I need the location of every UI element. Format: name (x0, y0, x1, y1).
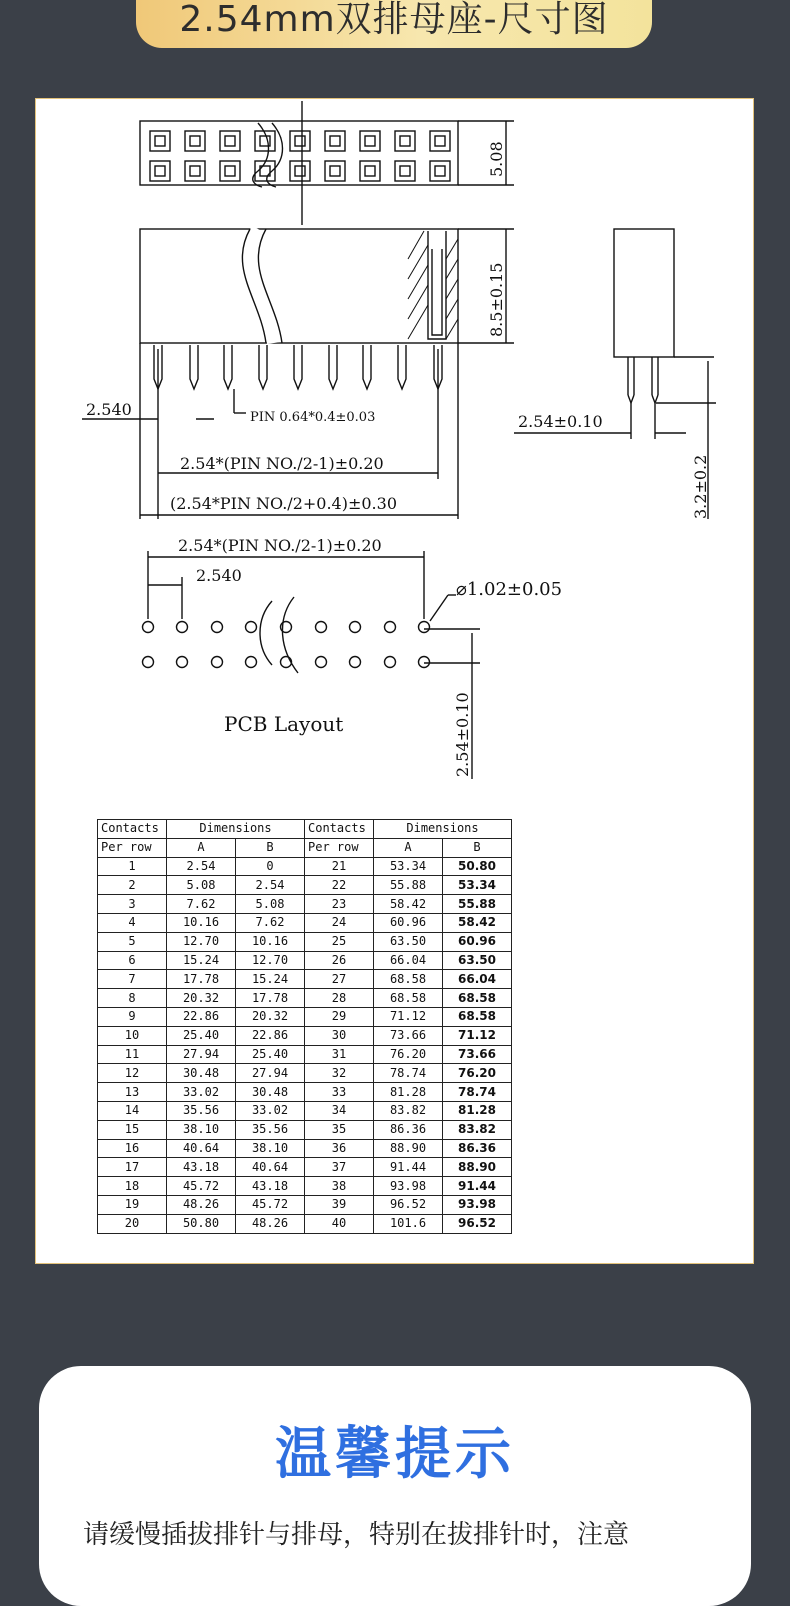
socket-outer (150, 161, 170, 181)
table-cell: 68.58 (374, 970, 443, 989)
pin (294, 345, 302, 389)
socket-inner (435, 136, 445, 146)
table-cell: 24 (305, 913, 374, 932)
table-cell: 32 (305, 1064, 374, 1083)
socket-inner (155, 166, 165, 176)
table-row (98, 1120, 512, 1139)
table-cell: 2 (98, 876, 167, 895)
table-cell: 40.64 (167, 1139, 236, 1158)
table-cell: 43.18 (236, 1177, 305, 1196)
socket-inner (435, 166, 445, 176)
table-cell: 81.28 (443, 1101, 512, 1120)
socket-inner (190, 166, 200, 176)
table-cell: 20 (98, 1214, 167, 1233)
table-cell: 33.02 (236, 1101, 305, 1120)
socket-inner (365, 166, 375, 176)
pcb-hole (281, 657, 292, 668)
socket-outer (360, 131, 380, 151)
table-cell: 26 (305, 951, 374, 970)
table-cell: 71.12 (374, 1007, 443, 1026)
page-title: 2.54mm双排母座-尺寸图 (179, 0, 609, 40)
pin (329, 345, 337, 389)
table-row (98, 951, 512, 970)
table-cell: 58.42 (443, 913, 512, 932)
table-cell: 20.32 (167, 989, 236, 1008)
socket-outer (290, 131, 310, 151)
table-cell: 1 (98, 857, 167, 876)
pin-spec: PIN 0.64*0.4±0.03 (250, 410, 376, 425)
table-cell: 15.24 (236, 970, 305, 989)
socket-outer (430, 131, 450, 151)
pcb-row-pitch: 2.54±0.10 (453, 692, 472, 777)
pin (224, 345, 232, 389)
pcb-hole (419, 657, 430, 668)
socket-outer (395, 161, 415, 181)
table-cell: 3 (98, 895, 167, 914)
table-cell: 35 (305, 1120, 374, 1139)
table-cell: 78.74 (443, 1083, 512, 1102)
side-view-body (614, 229, 674, 357)
socket-inner (190, 136, 200, 146)
socket-outer (185, 161, 205, 181)
table-cell: 10.16 (167, 913, 236, 932)
table-row (98, 1214, 512, 1233)
table-cell: 50.80 (443, 857, 512, 876)
table-row (98, 1101, 512, 1120)
table-cell: 83.82 (374, 1101, 443, 1120)
table-row (98, 989, 512, 1008)
table-cell: 53.34 (374, 857, 443, 876)
table-cell: 93.98 (374, 1177, 443, 1196)
pcb-hole (177, 657, 188, 668)
table-cell: 86.36 (374, 1120, 443, 1139)
table-cell: 12.70 (236, 951, 305, 970)
pcb-hole (212, 657, 223, 668)
table-cell: 96.52 (374, 1195, 443, 1214)
pcb-hole (316, 657, 327, 668)
table-cell: 2.54 (167, 857, 236, 876)
th-dimensions: Dimensions (167, 820, 305, 839)
table-cell: 13 (98, 1083, 167, 1102)
socket-outer (325, 131, 345, 151)
socket-outer (430, 161, 450, 181)
socket-outer (220, 131, 240, 151)
table-cell: 73.66 (374, 1026, 443, 1045)
th-dimensions-2: Dimensions (374, 820, 512, 839)
table-cell: 10.16 (236, 932, 305, 951)
table-cell: 83.82 (443, 1120, 512, 1139)
table-cell: 34 (305, 1101, 374, 1120)
table-cell: 35.56 (167, 1101, 236, 1120)
pcb-hole (246, 622, 257, 633)
table-row (98, 1007, 512, 1026)
pcb-hole (350, 622, 361, 633)
table-cell: 14 (98, 1101, 167, 1120)
table-cell: 76.20 (374, 1045, 443, 1064)
table-cell: 38 (305, 1177, 374, 1196)
socket-outer (395, 131, 415, 151)
table-cell: 17.78 (236, 989, 305, 1008)
socket-inner (225, 166, 235, 176)
pin (259, 345, 267, 389)
table-cell: 88.90 (443, 1158, 512, 1177)
socket-outer (360, 161, 380, 181)
table-cell: 12 (98, 1064, 167, 1083)
socket-outer (325, 161, 345, 181)
dim-height-body: 8.5±0.15 (487, 262, 506, 337)
table-cell: 11 (98, 1045, 167, 1064)
table-cell: 60.96 (374, 913, 443, 932)
table-cell: 68.58 (374, 989, 443, 1008)
table-cell: 16 (98, 1139, 167, 1158)
table-cell: 0 (236, 857, 305, 876)
socket-outer (185, 131, 205, 151)
title-banner (136, 0, 652, 48)
pcb-hole (316, 622, 327, 633)
table-cell: 18 (98, 1177, 167, 1196)
table-cell: 40.64 (236, 1158, 305, 1177)
socket-outer (220, 161, 240, 181)
table-cell: 27.94 (236, 1064, 305, 1083)
dim-span-pins: 2.54*(PIN NO./2-1)±0.20 (180, 454, 384, 473)
table-cell: 17 (98, 1158, 167, 1177)
table-cell: 15 (98, 1120, 167, 1139)
pcb-hole (212, 622, 223, 633)
table-cell: 58.42 (374, 895, 443, 914)
th-a: A (167, 838, 236, 857)
table-row (98, 913, 512, 932)
pin (190, 345, 198, 389)
table-cell: 71.12 (443, 1026, 512, 1045)
table-cell: 45.72 (167, 1177, 236, 1196)
table-row (98, 876, 512, 895)
dimensions-table (97, 819, 512, 1234)
table-cell: 88.90 (374, 1139, 443, 1158)
table-cell: 7.62 (236, 913, 305, 932)
pcb-hole (419, 622, 430, 633)
socket-inner (400, 136, 410, 146)
table-cell: 93.98 (443, 1195, 512, 1214)
table-cell: 25.40 (167, 1026, 236, 1045)
table-cell: 23 (305, 895, 374, 914)
table-row (98, 1158, 512, 1177)
side-pitch: 2.54±0.10 (518, 412, 603, 431)
table-cell: 68.58 (443, 989, 512, 1008)
pcb-hole (385, 657, 396, 668)
table-cell: 66.04 (374, 951, 443, 970)
socket-inner (295, 166, 305, 176)
table-cell: 48.26 (236, 1214, 305, 1233)
table-cell: 25 (305, 932, 374, 951)
table-cell: 7.62 (167, 895, 236, 914)
table-cell: 68.58 (443, 1007, 512, 1026)
table-cell: 48.26 (167, 1195, 236, 1214)
dim-height-top: 5.08 (487, 141, 506, 177)
notice-title: 温馨提示 (275, 1422, 515, 1487)
table-row (98, 895, 512, 914)
th-b-2: B (443, 838, 512, 857)
table-cell: 36 (305, 1139, 374, 1158)
table-cell: 50.80 (167, 1214, 236, 1233)
table-row (98, 1083, 512, 1102)
table-cell: 38.10 (167, 1120, 236, 1139)
table-cell: 21 (305, 857, 374, 876)
table-cell: 29 (305, 1007, 374, 1026)
table-cell: 33 (305, 1083, 374, 1102)
table-cell: 20.32 (236, 1007, 305, 1026)
table-cell: 5 (98, 932, 167, 951)
table-cell: 63.50 (443, 951, 512, 970)
pin (398, 345, 406, 389)
table-row (98, 857, 512, 876)
table-row (98, 1064, 512, 1083)
notice-text: 请缓慢插拔排针与排母，特别在拔排针时，注意 (83, 1520, 630, 1550)
table-cell: 40 (305, 1214, 374, 1233)
table-cell: 101.6 (374, 1214, 443, 1233)
table-cell: 63.50 (374, 932, 443, 951)
table-cell: 2.54 (236, 876, 305, 895)
pcb-pitch: 2.540 (196, 566, 242, 585)
table-cell: 86.36 (443, 1139, 512, 1158)
table-cell: 22 (305, 876, 374, 895)
dim-total-length: (2.54*PIN NO./2+0.4)±0.30 (170, 494, 397, 513)
table-cell: 38.10 (236, 1139, 305, 1158)
table-row (98, 970, 512, 989)
socket-outer (290, 161, 310, 181)
table-row (98, 1045, 512, 1064)
th-contacts: Contacts (98, 820, 167, 839)
table-cell: 27.94 (167, 1045, 236, 1064)
table-cell: 15.24 (167, 951, 236, 970)
table-row (98, 1026, 512, 1045)
table-cell: 53.34 (443, 876, 512, 895)
table-cell: 19 (98, 1195, 167, 1214)
table-cell: 78.74 (374, 1064, 443, 1083)
table-cell: 45.72 (236, 1195, 305, 1214)
table-cell: 17.78 (167, 970, 236, 989)
notice-card (39, 1366, 751, 1606)
table-cell: 10 (98, 1026, 167, 1045)
socket-inner (330, 166, 340, 176)
table-cell: 73.66 (443, 1045, 512, 1064)
table-cell: 37 (305, 1158, 374, 1177)
table-cell: 55.88 (443, 895, 512, 914)
table-cell: 30.48 (167, 1064, 236, 1083)
pcb-hole (143, 657, 154, 668)
th-per-row: Per row (98, 838, 167, 857)
table-cell: 30.48 (236, 1083, 305, 1102)
pcb-hole (385, 622, 396, 633)
table-cell: 96.52 (443, 1214, 512, 1233)
table-row (98, 1195, 512, 1214)
socket-outer (150, 131, 170, 151)
th-contacts-2: Contacts (305, 820, 374, 839)
pin (363, 345, 371, 389)
table-cell: 8 (98, 989, 167, 1008)
socket-inner (155, 136, 165, 146)
front-view-body (140, 229, 458, 343)
table-cell: 22.86 (167, 1007, 236, 1026)
table-cell: 25.40 (236, 1045, 305, 1064)
pcb-hole (350, 657, 361, 668)
table-cell: 4 (98, 913, 167, 932)
pcb-span: 2.54*(PIN NO./2-1)±0.20 (178, 536, 382, 555)
socket-inner (330, 136, 340, 146)
table-cell: 33.02 (167, 1083, 236, 1102)
table-cell: 7 (98, 970, 167, 989)
table-cell: 43.18 (167, 1158, 236, 1177)
th-b: B (236, 838, 305, 857)
side-pin-length: 3.2±0.2 (691, 454, 710, 519)
pcb-hole (143, 622, 154, 633)
table-row (98, 932, 512, 951)
table-cell: 6 (98, 951, 167, 970)
socket-inner (365, 136, 375, 146)
table-cell: 60.96 (443, 932, 512, 951)
table-cell: 55.88 (374, 876, 443, 895)
table-cell: 76.20 (443, 1064, 512, 1083)
pcb-caption: PCB Layout (224, 712, 344, 736)
table-cell: 22.86 (236, 1026, 305, 1045)
table-cell: 91.44 (443, 1177, 512, 1196)
socket-inner (400, 166, 410, 176)
table-cell: 31 (305, 1045, 374, 1064)
pcb-hole (246, 657, 257, 668)
table-cell: 39 (305, 1195, 374, 1214)
table-cell: 5.08 (167, 876, 236, 895)
dim-pitch: 2.540 (86, 400, 132, 419)
table-cell: 81.28 (374, 1083, 443, 1102)
table-row (98, 1177, 512, 1196)
table-cell: 9 (98, 1007, 167, 1026)
drawing-panel (35, 98, 754, 1264)
socket-inner (225, 136, 235, 146)
table-cell: 35.56 (236, 1120, 305, 1139)
table-cell: 28 (305, 989, 374, 1008)
table-cell: 91.44 (374, 1158, 443, 1177)
th-per-row-2: Per row (305, 838, 374, 857)
th-a-2: A (374, 838, 443, 857)
pcb-hole: ⌀1.02±0.05 (456, 579, 563, 600)
table-cell: 30 (305, 1026, 374, 1045)
pcb-hole (177, 622, 188, 633)
table-cell: 12.70 (167, 932, 236, 951)
socket-inner (295, 136, 305, 146)
table-cell: 5.08 (236, 895, 305, 914)
table-cell: 27 (305, 970, 374, 989)
table-cell: 66.04 (443, 970, 512, 989)
table-row (98, 1139, 512, 1158)
